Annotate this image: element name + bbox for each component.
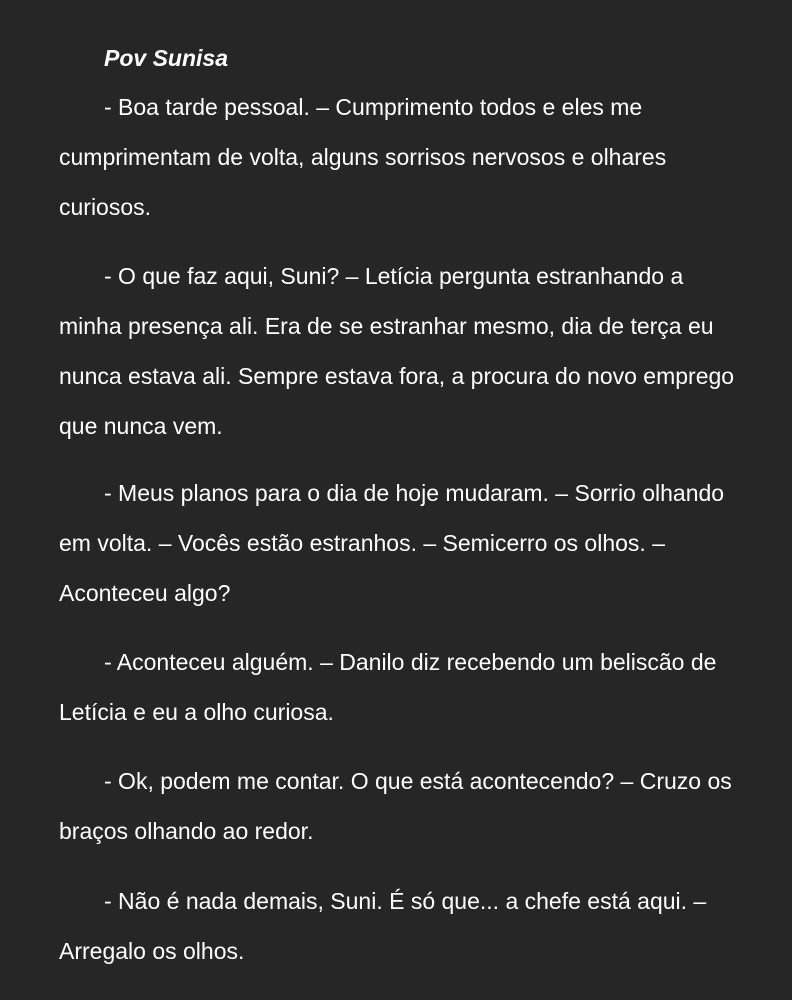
paragraph: - Aconteceu alguém. – Danilo diz recebendo um beliscão de Letícia e eu a olho curiosa. [59,649,717,725]
paragraph: - Meus planos para o dia de hoje mudaram. – Sorrio olhando em volta. – Vocês estão estranhos. – Semicerro os olhos. – Aconteceu algo? [59,480,725,606]
paragraph: - Não é nada demais, Suni. É só que... a chefe está aqui. – Arregalo os olhos. [59,888,707,964]
paragraph: - Ok, podem me contar. O que está acontecendo? – Cruzo os braços olhando ao redor. [59,768,732,844]
paragraph: - O que faz aqui, Suni? – Letícia pergunta estranhando a minha presença ali. Era de se estranhar mesmo, dia de terça eu nunca estava ali. Sempre estava fora, a procura do novo emprego que nunca vem. [59,263,735,439]
section-heading: Pov Sunisa [104,45,228,71]
paragraph: - Boa tarde pessoal. – Cumprimento todos e eles me cumprimentam de volta, alguns sorrisos nervosos e olhares curiosos. [59,94,667,220]
